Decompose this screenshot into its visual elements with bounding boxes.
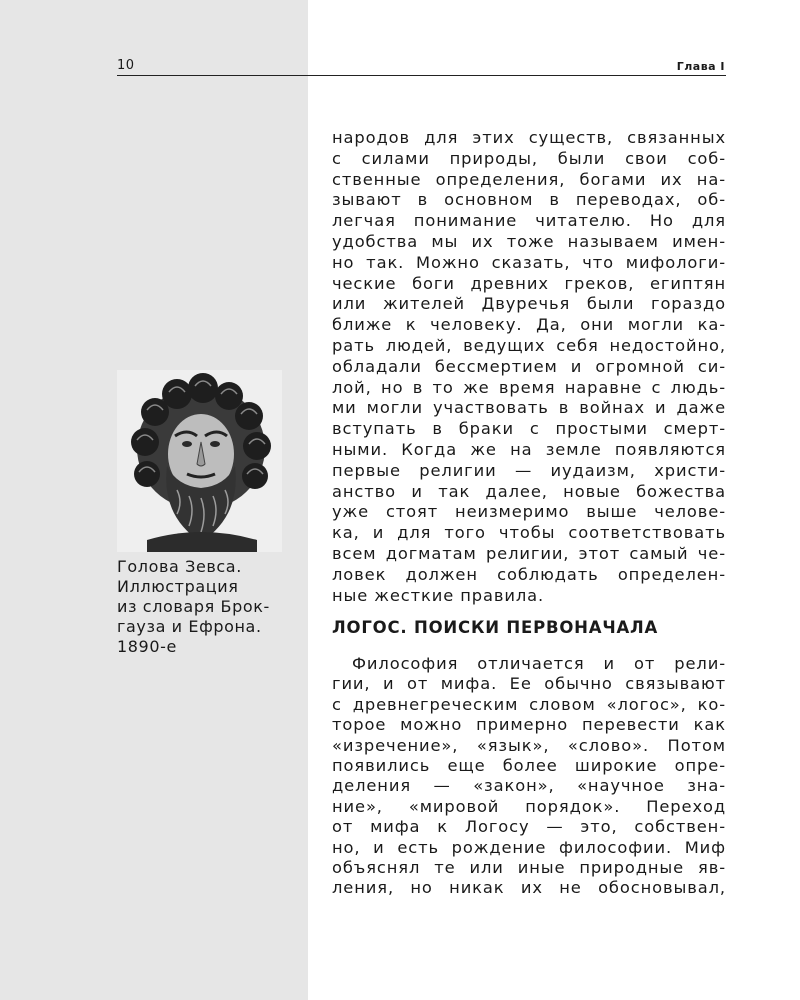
figure-caption — [117, 557, 302, 657]
text-line: рать людей, ведущих себя недостойно, — [332, 335, 726, 355]
section-heading: ЛОГОС. ПОИСКИ ПЕРВОНАЧАЛА — [332, 618, 659, 637]
text-line: деления — «закон», «научное зна- — [332, 776, 726, 796]
text-line: или жителей Двуречья были гораздо — [332, 294, 726, 314]
text-line: вступать в браки с простыми смерт- — [332, 419, 726, 439]
text-line: обладали бессмертием и огромной си- — [332, 356, 726, 376]
text-line: ления, но никак их не обосновывал, — [332, 878, 726, 898]
zeus-head-icon — [117, 370, 282, 552]
text-line: зывают в основном в переводах, об- — [332, 190, 726, 210]
caption-line: Иллюстрация — [117, 577, 239, 596]
header-rule — [117, 75, 726, 76]
text-line: ближе к человеку. Да, они могли ка- — [332, 315, 726, 335]
text-line: ственные определения, богами их на- — [332, 169, 726, 189]
text-line: первые религии — иудаизм, христи- — [332, 460, 726, 480]
text-line: но, и есть рождение философии. Миф — [332, 837, 726, 857]
caption-line: 1890-е — [117, 637, 177, 656]
text-line: ка, и для того чтобы соответствовать — [332, 523, 726, 543]
text-line: ные жесткие правила. — [332, 585, 545, 605]
caption-line: гауза и Ефрона. — [117, 617, 262, 636]
text-line: легчая понимание читателю. Но для — [332, 211, 726, 231]
text-line: объяснял те или иные природные яв- — [332, 857, 726, 877]
caption-line: из словаря Брок- — [117, 597, 270, 616]
body-paragraph-1 — [332, 128, 726, 606]
page-header — [117, 58, 725, 76]
text-line: от мифа к Логосу — это, собствен- — [332, 817, 726, 837]
zeus-head-illustration — [117, 370, 282, 552]
text-line: лой, но в то же время наравне с людь- — [332, 377, 726, 397]
text-line: ческие боги древних греков, египтян — [332, 273, 726, 293]
text-line: торое можно примерно перевести как — [332, 715, 726, 735]
text-line: анство и так далее, новые божества — [332, 481, 726, 501]
text-line: ными. Когда же на земле появляются — [332, 439, 726, 459]
text-line: ловек должен соблюдать определен- — [332, 564, 726, 584]
page-number: 10 — [117, 58, 135, 73]
text-line: но так. Можно сказать, что мифологи- — [332, 252, 726, 272]
text-line: удобства мы их тоже называем имен- — [332, 231, 726, 251]
text-line: «изречение», «язык», «слово». Потом — [332, 735, 726, 755]
text-line: Философия отличается и от рели- — [352, 654, 726, 673]
text-line: с древнегреческим словом «логос», ко- — [332, 694, 726, 714]
text-line: всем догматам религии, этот самый че- — [332, 543, 726, 563]
text-line: гии, и от мифа. Ее обычно связывают — [332, 674, 726, 694]
text-line: появились еще более широкие опре- — [332, 755, 726, 775]
text-line: ние», «мировой порядок». Переход — [332, 796, 726, 816]
text-line: с силами природы, были свои соб- — [332, 148, 726, 168]
caption-line: Голова Зевса. — [117, 557, 242, 576]
chapter-label: Глава I — [676, 60, 725, 73]
text-line: уже стоят неизмеримо выше челове- — [332, 502, 726, 522]
body-paragraph-2 — [332, 654, 726, 899]
text-line: народов для этих существ, связанных — [332, 128, 726, 147]
text-line: ми могли участвовать в войнах и даже — [332, 398, 726, 418]
